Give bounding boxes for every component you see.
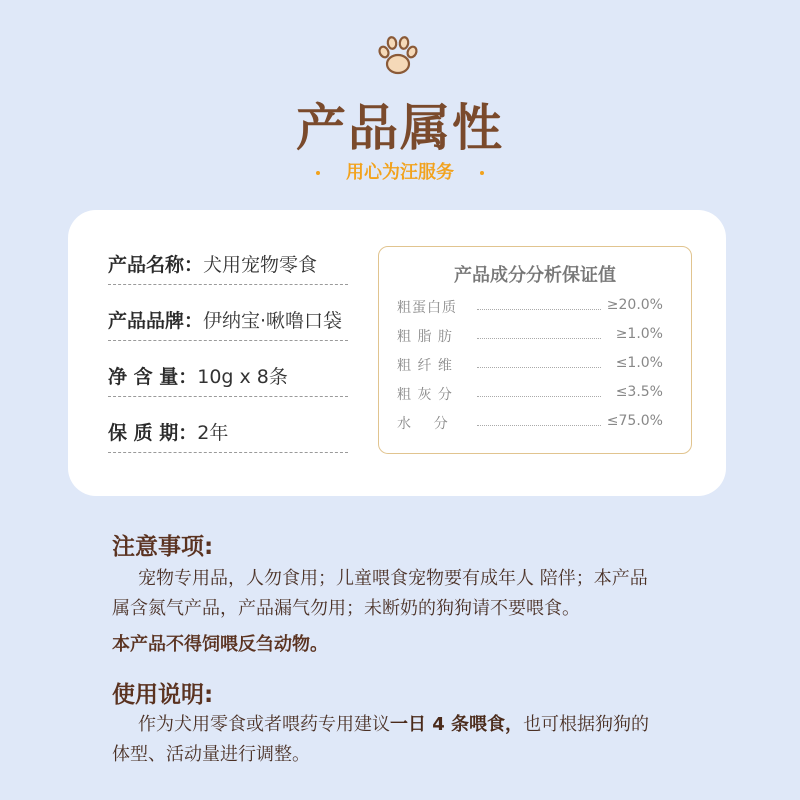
leader-dots xyxy=(477,309,601,310)
usage-heading: 使用说明: xyxy=(112,682,214,708)
subtitle-dot-right xyxy=(480,171,484,175)
usage-dosage: 一日 4 条喂食， xyxy=(390,714,524,735)
usage-line-1 xyxy=(112,710,742,740)
nutrition-label: 粗蛋白质 xyxy=(397,300,457,316)
shelf-life-label: 保 质 期： xyxy=(108,422,198,444)
usage-line-1-pre: 作为犬用零食或者喂药专用建议 xyxy=(138,714,390,735)
row-net-content xyxy=(108,362,348,397)
nutrition-value: ≥1.0% xyxy=(615,326,663,342)
notice-line-2: 属含氮气产品，产品漏气勿用；未断奶的狗狗请不要喂食。 xyxy=(112,598,580,619)
product-name-label: 产品名称： xyxy=(108,254,204,276)
row-shelf-life xyxy=(108,418,348,453)
nutrition-row xyxy=(397,355,663,377)
nutrition-value: ≤3.5% xyxy=(615,384,663,400)
nutrition-value: ≤1.0% xyxy=(615,355,663,371)
product-brand-label: 产品品牌： xyxy=(108,310,204,332)
paw-icon xyxy=(376,34,420,78)
product-brand-value: 伊纳宝·啾噜口袋 xyxy=(203,310,343,332)
notice-line-1: 宠物专用品，人勿食用；儿童喂食宠物要有成年人 陪伴；本产品 xyxy=(138,568,648,589)
leader-dots xyxy=(477,338,601,339)
nutrition-title: 产品成分分析保证值 xyxy=(454,265,616,286)
net-content-label: 净 含 量： xyxy=(108,366,198,388)
nutrition-label: 粗 脂 肪 xyxy=(397,329,453,345)
notice-bold-line: 本产品不得饲喂反刍动物。 xyxy=(112,634,328,655)
product-name-value: 犬用宠物零食 xyxy=(203,254,318,276)
nutrition-row xyxy=(397,326,663,348)
row-product-name xyxy=(108,250,348,285)
leader-dots xyxy=(477,367,601,368)
nutrition-box xyxy=(378,246,692,454)
subtitle-dot-left xyxy=(316,171,320,175)
net-content-value: 10g x 8条 xyxy=(197,366,288,388)
nutrition-label: 粗 纤 维 xyxy=(397,358,453,374)
subtitle-text: 用心为汪服务 xyxy=(346,162,454,183)
nutrition-label: 粗 灰 分 xyxy=(397,387,453,403)
nutrition-label: 水 分 xyxy=(397,416,449,432)
row-product-brand xyxy=(108,306,348,341)
nutrition-row xyxy=(397,297,663,319)
shelf-life-value: 2年 xyxy=(197,422,229,444)
nutrition-row xyxy=(397,413,663,435)
notice-heading: 注意事项: xyxy=(112,534,214,560)
product-info-card xyxy=(68,210,726,496)
usage-line-2: 体型、活动量进行调整。 xyxy=(112,744,310,765)
page-title: 产品属性 xyxy=(296,99,504,157)
leader-dots xyxy=(477,396,601,397)
subtitle xyxy=(0,158,800,184)
nutrition-row xyxy=(397,384,663,406)
nutrition-value: ≤75.0% xyxy=(606,413,663,429)
nutrition-value: ≥20.0% xyxy=(606,297,663,313)
usage-line-1-post: 也可根据狗狗的 xyxy=(523,714,650,735)
leader-dots xyxy=(477,425,601,426)
